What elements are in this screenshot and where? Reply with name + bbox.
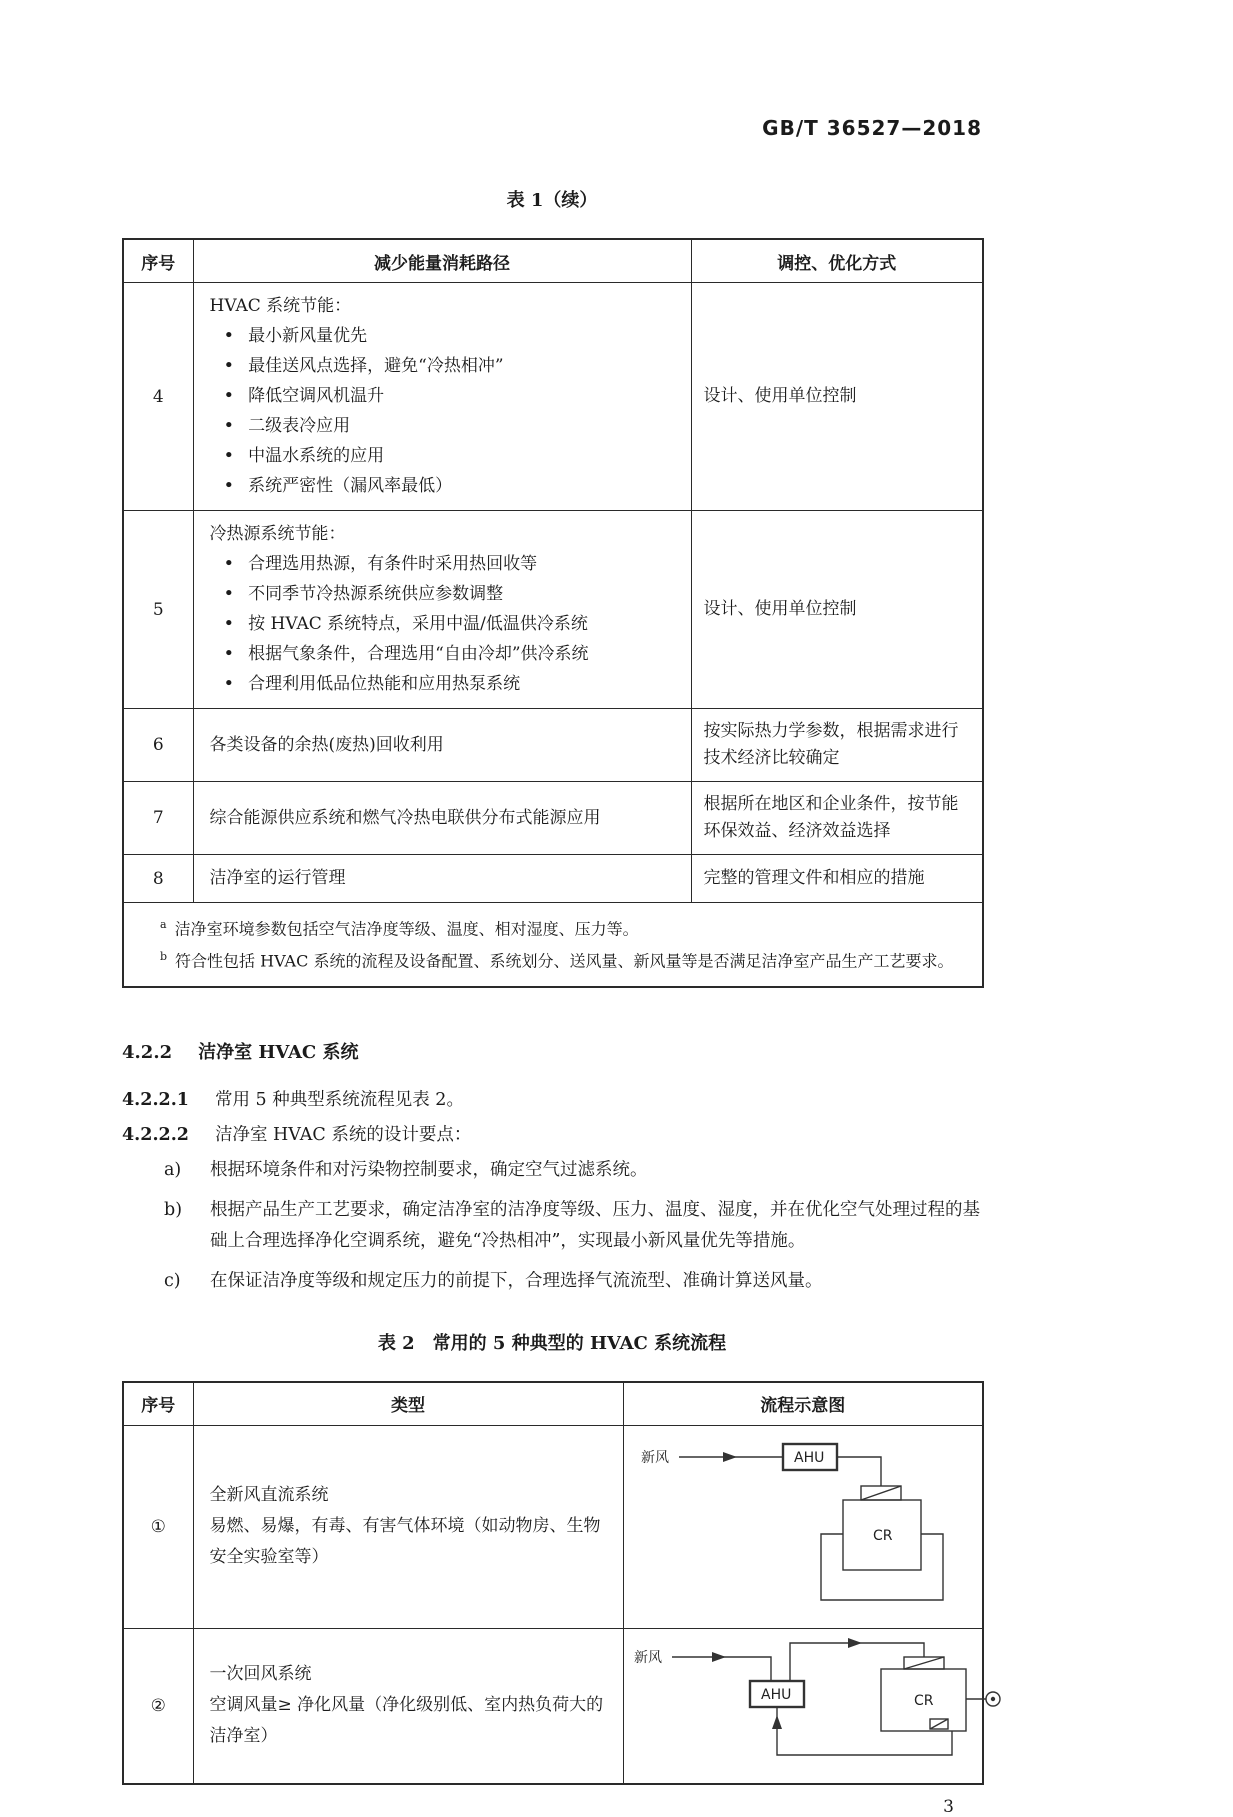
footnote-a [160, 911, 972, 943]
cleanroom-label: CR [872, 1527, 893, 1544]
list-item-b [122, 1195, 982, 1257]
row-number: 7 [123, 782, 193, 855]
row-number: 5 [123, 511, 193, 709]
clause-4-2-2-2 [122, 1121, 982, 1146]
section-4-2-2-heading [122, 1038, 982, 1064]
list-item-c [122, 1266, 982, 1297]
table1-row-6 [123, 709, 983, 782]
list-marker: b) [164, 1199, 183, 1220]
list-marker: c) [164, 1270, 181, 1291]
table1-row-8 [123, 855, 983, 903]
footnote-marker: b [160, 950, 168, 964]
control-cell: 根据所在地区和企业条件，按节能环保效益、经济效益选择 [691, 782, 983, 855]
footnote-marker: a [160, 918, 167, 931]
footnote-b [160, 943, 972, 975]
system-type-cell [193, 1628, 623, 1784]
flow-diagram-cell [623, 1628, 983, 1784]
section-title: 洁净室 HVAC 系统 [198, 1041, 359, 1063]
table2-col-type: 类型 [193, 1382, 623, 1426]
control-cell: 完整的管理文件和相应的措施 [691, 855, 983, 903]
bullet-item: • 合理利用低品位热能和应用热泵系统 [210, 669, 681, 699]
system-type-cell [193, 1425, 623, 1628]
table2-col-no: 序号 [123, 1382, 193, 1426]
clause-number: 4.2.2.1 [122, 1089, 189, 1110]
row-number: 4 [123, 283, 193, 511]
footnote-text: 洁净室环境参数包括空气洁净度等级、温度、相对湿度、压力等。 [174, 919, 639, 939]
section-number: 4.2.2 [122, 1041, 173, 1063]
fresh-air-label: 新风 [633, 1649, 662, 1666]
bullet-item: • 系统严密性（漏风率最低） [210, 471, 681, 501]
flow-arrow-icon [723, 1452, 737, 1462]
energy-path-cell: 洁净室的运行管理 [193, 855, 691, 903]
cleanroom-label: CR [913, 1692, 934, 1709]
row-number: ② [123, 1628, 193, 1784]
page-number: 3 [943, 1796, 954, 1817]
flow-diagram-once-through [633, 1432, 973, 1618]
bullet-item: • 中温水系统的应用 [210, 441, 681, 471]
table1-row-4 [123, 283, 983, 511]
energy-path-cell: 各类设备的余热(废热)回收利用 [193, 709, 691, 782]
type-desc: 空调风量≥ 净化风量（净化级别低、室内热负荷大的洁净室） [209, 1695, 604, 1747]
list-marker: a) [164, 1159, 182, 1180]
table1-row-7 [123, 782, 983, 855]
clause-text: 洁净室 HVAC 系统的设计要点： [214, 1124, 472, 1145]
control-cell: 设计、使用单位控制 [691, 283, 983, 511]
table1-header-row [123, 239, 983, 283]
bullet-item: • 不同季节冷热源系统供应参数调整 [210, 579, 681, 609]
flow-diagram-return-air [626, 1635, 1006, 1773]
cell-title: 冷热源系统节能： [209, 524, 346, 544]
energy-path-cell [193, 283, 691, 511]
table2-col-diagram: 流程示意图 [623, 1382, 983, 1426]
table1-footnotes [123, 903, 983, 987]
list-item-a [122, 1155, 982, 1186]
type-name: 一次回风系统 [209, 1664, 312, 1685]
type-desc: 易燃、易爆，有毒、有害气体环境（如动物房、生物安全实验室等） [209, 1516, 601, 1568]
table1-col-path: 减少能量消耗路径 [193, 239, 691, 283]
table2-title: 表 2 常用的 5 种典型的 HVAC 系统流程 [377, 1332, 727, 1354]
table2-row-1 [123, 1425, 983, 1628]
bullet-item: • 最佳送风点选择，避免“冷热相冲” [210, 351, 681, 381]
bullet-item: • 最小新风量优先 [210, 321, 681, 351]
page-content [122, 116, 982, 1817]
bullet-item: • 降低空调风机温升 [210, 381, 681, 411]
row-number: 6 [123, 709, 193, 782]
fresh-air-label: 新风 [640, 1449, 669, 1466]
table1-footnote-row [123, 903, 983, 987]
row-number: ① [123, 1425, 193, 1628]
table2-row-2 [123, 1628, 983, 1784]
list-text: 根据产品生产工艺要求，确定洁净室的洁净度等级、压力、温度、湿度，并在优化空气处理过程的基础上合理选择净化空调系统，避免“冷热相冲”，实现最小新风量优先等措施。 [210, 1199, 980, 1251]
ahu-label: AHU [793, 1449, 825, 1466]
energy-path-cell [193, 511, 691, 709]
ahu-label: AHU [760, 1686, 791, 1703]
bullet-item: • 按 HVAC 系统特点，采用中温/低温供冷系统 [210, 609, 681, 639]
bullet-item: • 合理选用热源，有条件时采用热回收等 [210, 549, 681, 579]
clause-text: 常用 5 种典型系统流程见表 2。 [214, 1089, 464, 1110]
return-arrow-icon [772, 1715, 782, 1729]
flow-arrow-icon [712, 1652, 726, 1662]
table1 [122, 238, 984, 988]
table1-col-no: 序号 [123, 239, 193, 283]
bullet-item: • 二级表冷应用 [210, 411, 681, 441]
footnote-text: 符合性包括 HVAC 系统的流程及设备配置、系统划分、送风量、新风量等是否满足洁净室产品生产工艺要求。 [175, 951, 954, 971]
energy-path-cell: 综合能源供应系统和燃气冷热电联供分布式能源应用 [193, 782, 691, 855]
bullet-item: • 根据气象条件，合理选用“自由冷却”供冷系统 [210, 639, 681, 669]
cell-title: HVAC 系统节能： [209, 296, 352, 316]
table2-header-row [123, 1382, 983, 1426]
clause-number: 4.2.2.2 [122, 1124, 189, 1145]
table1-row-5 [123, 511, 983, 709]
control-cell: 设计、使用单位控制 [691, 511, 983, 709]
type-name: 全新风直流系统 [209, 1485, 329, 1506]
list-text: 根据环境条件和对污染物控制要求，确定空气过滤系统。 [210, 1159, 648, 1180]
standard-number: GB/T 36527—2018 [762, 116, 982, 140]
row-number: 8 [123, 855, 193, 903]
table1-title: 表 1（续） [506, 190, 598, 211]
control-cell: 按实际热力学参数，根据需求进行技术经济比较确定 [691, 709, 983, 782]
table2 [122, 1381, 984, 1785]
list-text: 在保证洁净度等级和规定压力的前提下，合理选择气流流型、准确计算送风量。 [210, 1270, 823, 1291]
flow-arrow-icon [848, 1638, 862, 1648]
clause-4-2-2-1 [122, 1086, 982, 1111]
flow-diagram-cell [623, 1425, 983, 1628]
table1-col-ctrl: 调控、优化方式 [691, 239, 983, 283]
